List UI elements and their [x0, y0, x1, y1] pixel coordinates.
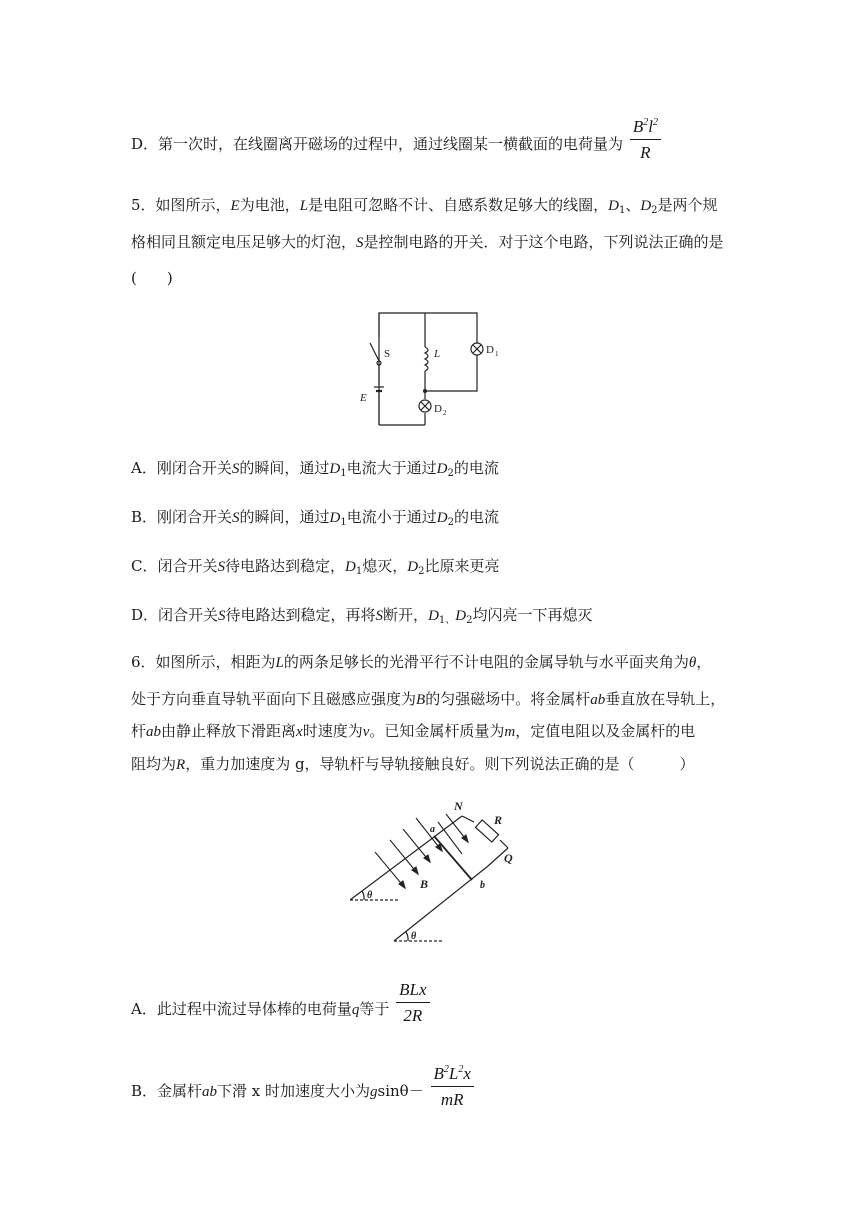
- svg-text:θ: θ: [367, 890, 373, 901]
- q5-option-d: D．闭合开关S待电路达到稳定，再将S断开，$D_{1、}D_2$均闪亮一下再熄灭: [131, 606, 593, 626]
- q4-option-d: D．第一次时，在线圈离开磁场的过程中，通过线圈某一横截面的电荷量为 $\frac{B^2l^2}{R}$: [131, 127, 661, 163]
- q6-stem-line3: 杆ab由静止释放下滑距离x时速度为v。已知金属杆质量为m，定值电阻以及金属杆的电: [131, 722, 696, 740]
- q5-option-b: B．刚闭合开关S的瞬间，通过$D_1$电流小于通过$D_2$的电流: [131, 508, 500, 528]
- svg-text:b: b: [480, 880, 485, 891]
- q5-circuit-diagram: [350, 305, 520, 435]
- q6-stem-line2: 处于方向垂直导轨平面向下且磁感应强度为B的匀强磁场中。将金属杆ab垂直放在导轨上，: [131, 690, 726, 708]
- svg-text:θ: θ: [411, 931, 417, 942]
- svg-text:2: 2: [443, 409, 447, 417]
- q6-option-b: B．金属杆ab下滑 x 时加速度大小为gsinθ－ $\frac{B^2L^2x}{mR}$: [131, 1074, 474, 1110]
- q5-option-a: A．刚闭合开关S的瞬间，通过$D_1$电流大于通过$D_2$的电流: [131, 459, 499, 479]
- svg-text:D: D: [486, 344, 494, 356]
- svg-text:B: B: [420, 877, 429, 891]
- svg-text:a: a: [430, 824, 435, 835]
- svg-text:N: N: [454, 799, 463, 813]
- svg-text:D: D: [434, 403, 442, 415]
- q6-option-a: A．此过程中流过导体棒的电荷量q等于 $\frac{\text{BLx}}{2R}$: [131, 994, 430, 1026]
- svg-text:S: S: [384, 348, 391, 360]
- q5-stem-line3: ( ): [131, 269, 173, 287]
- q6-stem-line4: 阻均为R，重力加速度为 g，导轨杆与导轨接触良好。则下列说法正确的是（ ）: [131, 755, 695, 773]
- q5-stem-line1: 5．如图所示，E为电池，L是电阻可忽略不计、自感系数足够大的线圈，$D_1$、$D_2$是两个规: [131, 196, 718, 216]
- q6-a-fraction: $\frac{\text{BLx}}{2R}$: [396, 980, 429, 1026]
- q5-stem-line2: 格相同且额定电压足够大的灯泡，S是控制电路的开关．对于这个电路，下列说法正确的是: [131, 233, 724, 251]
- svg-text:Q: Q: [504, 851, 513, 865]
- q6-b-fraction: $\frac{B^2L^2x}{mR}$: [431, 1060, 474, 1110]
- svg-text:E: E: [360, 392, 367, 404]
- svg-text:1: 1: [495, 350, 499, 358]
- svg-text:L: L: [434, 348, 441, 360]
- q6-stem-line1: 6．如图所示，相距为L的两条足够长的光滑平行不计电阻的金属导轨与水平面夹角为θ，: [131, 653, 712, 671]
- q5-option-c: C．闭合开关S待电路达到稳定，$D_1$熄灭，$D_2$比原来更亮: [131, 557, 500, 577]
- q6-rail-diagram: [350, 796, 530, 946]
- svg-text:R: R: [494, 813, 503, 827]
- q4-fraction: $\frac{B^2l^2}{R}$: [630, 113, 661, 163]
